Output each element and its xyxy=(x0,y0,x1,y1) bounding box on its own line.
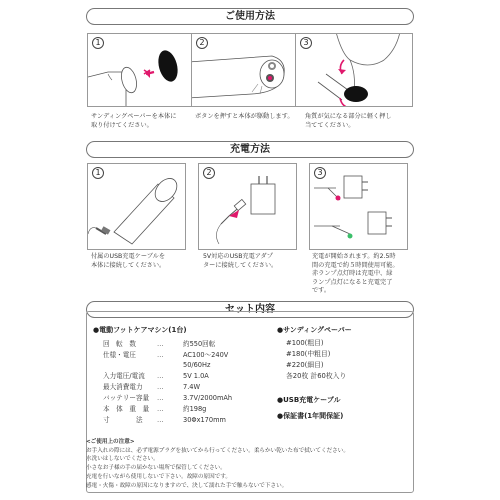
warranty-item: ●保証書(1年間保証) xyxy=(277,412,344,420)
usage-step-2-caption: ボタンを押すと本体が駆動します。 xyxy=(195,113,294,120)
charging-step-3-caption: 充電が開始されます。約2.5時 間の充電で約５時間使用可能。 赤ランプ点灯時は充電中、緑 ランプ点灯になると充電完了 です。 xyxy=(312,253,399,294)
spec-row: 仕様・電圧 … AC100〜240V xyxy=(103,351,229,359)
charging-step-2-panel xyxy=(198,163,297,250)
spec-row: 寸 法 … 30Φx170mm xyxy=(103,416,226,424)
usage-section-title: ご使用方法 xyxy=(86,8,414,25)
usage-notes xyxy=(86,438,416,490)
paper-grit: #220(細目) xyxy=(286,361,324,369)
usb-cable-item: ●USB充電ケーブル xyxy=(277,396,341,404)
press-button-illustration xyxy=(192,34,309,107)
step-number: 3 xyxy=(300,37,312,49)
paper-grit: #100(粗目) xyxy=(286,339,324,347)
charging-led-illustration xyxy=(310,164,408,250)
step-number: 1 xyxy=(92,167,104,179)
paper-count: 各20枚 計60枚入り xyxy=(286,372,347,380)
usage-step-2-panel xyxy=(191,33,309,107)
note-line: 小さなお子様の手の届かない場所で保管してください。 xyxy=(86,465,226,472)
connect-cable-illustration xyxy=(88,164,186,250)
charging-step-2-caption: 5V対応のUSB充電アダプ ターに接続してください。 xyxy=(203,253,278,269)
spec-row: 本 体 重 量 … 約198g xyxy=(103,405,207,413)
usage-step-1-caption: サンディングペーパーを本体に 取り付けてください。 xyxy=(91,113,177,129)
apply-to-heel-illustration xyxy=(296,34,413,107)
spec-row: 最大消費電力 … 7.4W xyxy=(103,383,201,391)
charging-step-3-panel xyxy=(309,163,408,250)
note-line: お手入れの際には、必ず電源プラグを抜いてから行ってください。柔らかい乾いた布で拭いてください。 xyxy=(86,447,349,454)
attach-paper-illustration xyxy=(88,34,205,107)
usb-adapter-illustration xyxy=(199,164,297,250)
note-line: 感電・火傷・故障の原因になりますので、決して濡れた手で触らないで下さい。 xyxy=(86,482,288,489)
paper-heading: ●サンディングペーパー xyxy=(277,326,352,334)
notes-title: <ご使用上の注意> xyxy=(86,439,135,445)
step-number: 2 xyxy=(203,167,215,179)
device-heading: ●電動フットケアマシン(1台) xyxy=(93,326,187,334)
charging-section-title: 充電方法 xyxy=(86,141,414,158)
spec-row: バッテリー容量 … 3.7V/2000mAh xyxy=(103,394,233,402)
step-number: 1 xyxy=(92,37,104,49)
spec-row: 50/60Hz xyxy=(183,361,211,369)
paper-grit: #180(中粗目) xyxy=(286,350,331,358)
usage-step-3-caption: 角質が気になる部分に軽く押し 当ててください。 xyxy=(305,113,392,129)
step-number: 3 xyxy=(314,167,326,179)
step-number: 2 xyxy=(196,37,208,49)
spec-row: 入力電圧/電流 … 5V 1.0A xyxy=(103,372,209,380)
set-section-title: セット内容 xyxy=(86,301,414,318)
note-line: 充電を行いながら使用しないで下さい。故障の原因です。 xyxy=(86,473,231,480)
usage-step-1-panel xyxy=(87,33,205,107)
note-line: 水洗いはしないでください。 xyxy=(86,456,159,463)
charging-step-1-panel xyxy=(87,163,186,250)
charging-step-1-caption: 付属のUSB充電ケーブルを 本体に接続してください。 xyxy=(91,253,166,269)
spec-row: 回 転 数 … 約550回転 xyxy=(103,340,216,348)
usage-step-3-panel xyxy=(295,33,413,107)
